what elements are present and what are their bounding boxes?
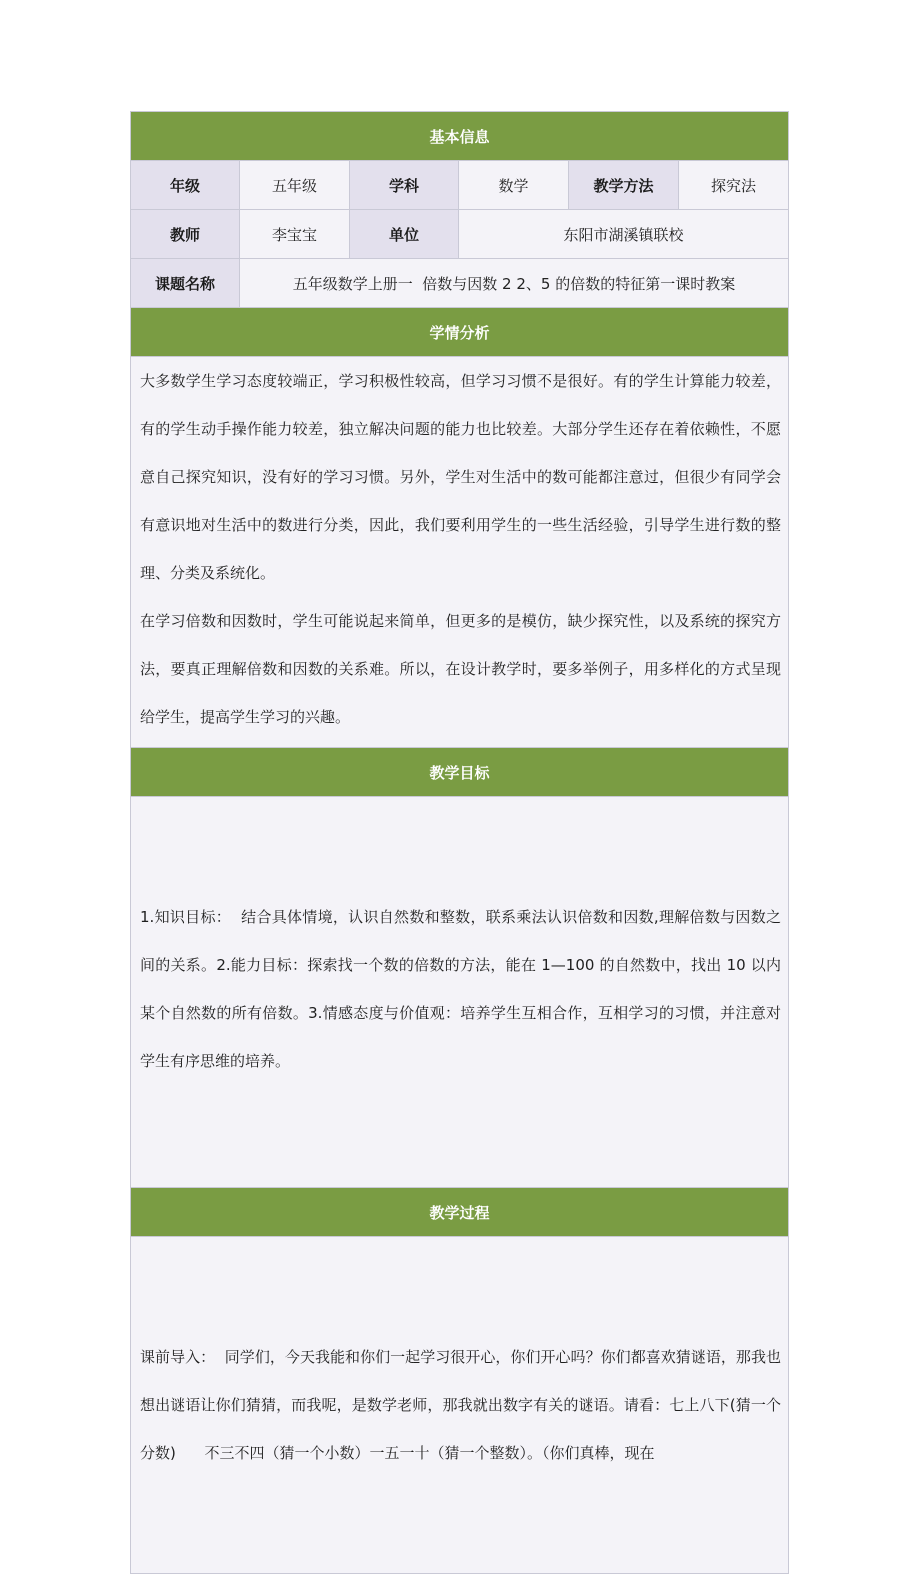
topic-row xyxy=(131,259,788,308)
grade-label: 年级 xyxy=(131,161,240,209)
method-label: 教学方法 xyxy=(569,161,679,209)
analysis-paragraph: 在学习倍数和因数时，学生可能说起来简单，但更多的是模仿，缺少探究性，以及系统的探究方法，要真正理解倍数和因数的关系难。所以，在设计教学时，要多举例子，用多样化的方式呈现给学生，提高学生学习的兴趣。 xyxy=(140,612,781,726)
unit-label: 单位 xyxy=(350,210,459,258)
teacher-label: 教师 xyxy=(131,210,240,258)
analysis-paragraph: 大多数学生学习态度较端正，学习积极性较高，但学习习惯不是很好。有的学生计算能力较差，有的学生动手操作能力较差，独立解决问题的能力也比较差。大部分学生还存在着依赖性，不愿意自己探究知识，没有好的学习习惯。另外，学生对生活中的数可能都注意过，但很少有同学会有意识地对生活中的数进行分类，因此，我们要利用学生的一些生活经验，引导学生进行数的整理、分类及系统化。 xyxy=(140,372,781,582)
goals-header: 教学目标 xyxy=(131,748,788,797)
grade-row xyxy=(131,161,788,210)
analysis-header: 学情分析 xyxy=(131,308,788,357)
subject-label: 学科 xyxy=(350,161,459,209)
method-value: 探究法 xyxy=(679,161,788,209)
goals-body xyxy=(131,797,788,1188)
teacher-value: 李宝宝 xyxy=(240,210,350,258)
goals-text: 1.知识目标： 结合具体情境，认识自然数和整数，联系乘法认识倍数和因数,理解倍数与因数之间的关系。2.能力目标：探索找一个数的倍数的方法，能在 1—100 的自然数中，找出 10 以内某个自然数的所有倍数。3.情感态度与价值观：培养学生互相合作，互相学习的习惯，并注意对学生有序思维的培养。 xyxy=(140,908,781,1070)
grade-value: 五年级 xyxy=(240,161,350,209)
topic-label: 课题名称 xyxy=(131,259,240,307)
analysis-body xyxy=(131,357,788,748)
process-body xyxy=(131,1237,788,1574)
teacher-row xyxy=(131,210,788,259)
process-text: 课前导入： 同学们，今天我能和你们一起学习很开心，你们开心吗？你们都喜欢猜谜语，那我也想出谜语让你们猜猜，而我呢，是数学老师，那我就出数字有关的谜语。请看：七上八下(猜一个分数) 不三不四（猜一个小数）一五一十（猜一个整数）。（你们真棒，现在 xyxy=(140,1348,781,1462)
process-header: 教学过程 xyxy=(131,1188,788,1237)
basic-info-header: 基本信息 xyxy=(131,112,788,161)
subject-value: 数学 xyxy=(459,161,569,209)
lesson-plan-table xyxy=(130,111,789,1574)
topic-value: 五年级数学上册一 倍数与因数 2 2、5 的倍数的特征第一课时教案 xyxy=(240,259,788,307)
unit-value: 东阳市湖溪镇联校 xyxy=(459,210,788,258)
